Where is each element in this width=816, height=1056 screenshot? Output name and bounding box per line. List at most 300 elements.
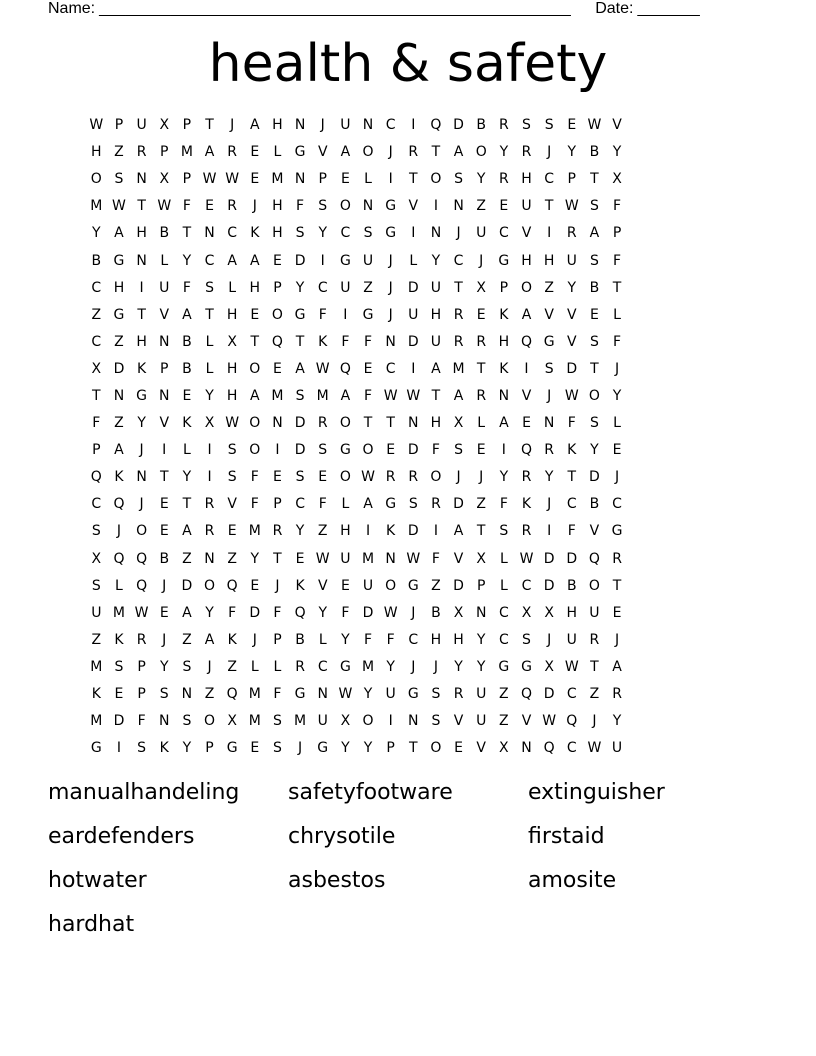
grid-letter: J (139, 496, 144, 513)
grid-letter: T (250, 333, 260, 350)
grid-letter: W (202, 171, 217, 188)
grid-letter: W (225, 415, 240, 432)
grid-letter: J (230, 117, 235, 134)
grid-letter: R (476, 387, 487, 404)
grid-letter: X (91, 360, 102, 377)
grid-letter: A (114, 442, 124, 459)
grid-letter: E (159, 604, 169, 621)
grid-letter: A (204, 144, 215, 161)
grid-letter: R (272, 523, 283, 540)
grid-letter: N (136, 469, 147, 486)
grid-letter: P (137, 658, 146, 675)
grid-letter: I (139, 279, 144, 296)
grid-row (85, 464, 628, 491)
grid-letter: Y (363, 740, 373, 757)
grid-letter: G (339, 442, 351, 459)
grid-letter: T (205, 117, 214, 134)
grid-letter: R (408, 144, 419, 161)
grid-letter: S (454, 171, 464, 188)
grid-letter: P (386, 740, 395, 757)
grid-letter: C (227, 225, 238, 242)
grid-letter: Q (136, 577, 148, 594)
grid-letter: A (431, 360, 441, 377)
grid-letter: K (182, 415, 192, 432)
grid-letter: E (318, 469, 328, 486)
grid-letter: L (273, 144, 282, 161)
grid-row (85, 437, 628, 464)
grid-letter: Y (476, 171, 486, 188)
grid-letter: S (318, 198, 328, 215)
grid-letter: Z (204, 686, 215, 703)
grid-letter: Y (544, 469, 554, 486)
grid-letter: Q (271, 333, 283, 350)
grid-letter: Q (113, 496, 125, 513)
grid-letter: J (388, 306, 393, 323)
grid-row (85, 600, 628, 627)
grid-letter: S (273, 740, 282, 757)
grid-letter: J (388, 279, 393, 296)
grid-letter: S (182, 658, 192, 675)
grid-letter: O (204, 577, 216, 594)
grid-letter: G (385, 225, 397, 242)
grid-letter: T (590, 658, 599, 675)
grid-letter: B (431, 604, 441, 621)
grid-letter: T (182, 225, 192, 242)
grid-letter: H (272, 225, 283, 242)
grid-letter: Z (544, 279, 554, 296)
grid-letter: R (204, 523, 215, 540)
grid-letter: A (295, 360, 305, 377)
grid-letter: I (162, 442, 167, 459)
grid-letter: Z (431, 577, 441, 594)
grid-letter: B (159, 225, 170, 242)
grid-letter: O (249, 415, 261, 432)
grid-letter: X (227, 333, 237, 350)
grid-row (85, 518, 628, 545)
grid-letter: V (566, 306, 577, 323)
grid-letter: D (543, 686, 555, 703)
name-blank: _____________________________________________________ (99, 0, 571, 17)
grid-letter: O (249, 360, 261, 377)
grid-letter: X (476, 279, 486, 296)
grid-letter: H (543, 252, 555, 269)
grid-row (85, 627, 628, 654)
date-label: Date: (595, 0, 634, 17)
grid-letter: C (498, 604, 509, 621)
grid-letter: H (430, 415, 442, 432)
grid-letter: S (499, 523, 509, 540)
grid-letter: F (613, 252, 622, 269)
word-list-item: asbestos (288, 868, 386, 893)
grid-letter: Y (182, 469, 192, 486)
grid-letter: R (521, 144, 532, 161)
grid-letter: P (499, 279, 509, 296)
grid-letter: Q (430, 117, 442, 134)
grid-letter: S (589, 252, 599, 269)
grid-letter: S (589, 333, 599, 350)
grid-letter: W (134, 604, 149, 621)
grid-letter: G (226, 740, 238, 757)
grid-letter: U (159, 279, 170, 296)
grid-letter: M (361, 658, 375, 675)
grid-letter: V (317, 144, 328, 161)
grid-letter: T (409, 740, 418, 757)
grid-letter: T (273, 550, 282, 567)
grid-letter: S (431, 713, 441, 730)
grid-letter: P (476, 577, 486, 594)
grid-letter: D (249, 604, 261, 621)
grid-letter: Y (295, 523, 305, 540)
grid-letter: E (612, 604, 622, 621)
grid-letter: T (476, 523, 486, 540)
grid-letter: A (453, 387, 464, 404)
grid-letter: M (248, 523, 261, 540)
word-list-item: manualhandeling (48, 780, 240, 805)
grid-letter: J (320, 117, 325, 134)
grid-letter: E (363, 360, 373, 377)
grid-letter: F (228, 604, 237, 621)
grid-row (85, 491, 628, 518)
grid-letter: T (386, 415, 395, 432)
grid-letter: L (205, 333, 214, 350)
grid-letter: F (250, 496, 259, 513)
grid-letter: S (227, 469, 237, 486)
grid-letter: R (498, 117, 509, 134)
grid-letter: J (547, 496, 552, 513)
grid-letter: K (499, 306, 509, 323)
grid-letter: H (340, 523, 351, 540)
grid-letter: R (204, 496, 215, 513)
grid-letter: V (453, 713, 464, 730)
grid-letter: N (294, 171, 306, 188)
grid-letter: M (180, 144, 193, 161)
grid-letter: W (587, 117, 602, 134)
grid-letter: Y (454, 658, 463, 675)
grid-letter: U (430, 279, 442, 296)
grid-letter: D (113, 360, 125, 377)
grid-letter: L (613, 415, 621, 432)
grid-letter: C (204, 252, 215, 269)
grid-letter: B (589, 279, 600, 296)
grid-letter: T (363, 415, 373, 432)
grid-letter: O (362, 144, 374, 161)
grid-letter: D (113, 713, 125, 730)
grid-letter: O (430, 171, 442, 188)
grid-letter: S (159, 686, 169, 703)
grid-letter: S (182, 713, 192, 730)
grid-letter: E (499, 198, 509, 215)
grid-letter: Z (91, 306, 102, 323)
grid-letter: O (588, 577, 600, 594)
grid-letter: R (408, 469, 419, 486)
grid-letter: C (340, 225, 351, 242)
grid-letter: D (453, 117, 464, 134)
grid-letter: U (340, 117, 351, 134)
grid-letter: G (136, 387, 148, 404)
grid-letter: U (136, 117, 147, 134)
grid-letter: Y (499, 469, 509, 486)
page-title: health & safety (208, 34, 608, 94)
word-list-item: chrysotile (288, 824, 396, 849)
grid-letter: E (454, 740, 463, 757)
grid-letter: J (433, 658, 438, 675)
grid-letter: J (547, 387, 552, 404)
grid-letter: C (385, 360, 396, 377)
grid-letter: K (567, 442, 577, 459)
grid-letter: O (339, 469, 351, 486)
grid-letter: P (273, 279, 282, 296)
grid-letter: A (363, 496, 373, 513)
grid-letter: T (295, 333, 305, 350)
grid-letter: G (294, 144, 306, 161)
grid-letter: I (275, 442, 280, 459)
grid-letter: C (408, 631, 419, 648)
grid-letter: W (112, 198, 126, 215)
grid-letter: I (320, 252, 325, 269)
grid-letter: Q (226, 686, 238, 703)
grid-letter: U (385, 686, 396, 703)
grid-letter: F (318, 496, 327, 513)
grid-letter: S (114, 171, 124, 188)
grid-letter: R (295, 658, 305, 675)
grid-letter: C (566, 686, 577, 703)
grid-letter: Y (205, 387, 214, 404)
grid-letter: N (453, 198, 464, 215)
grid-letter: C (498, 225, 509, 242)
grid-letter: H (113, 279, 125, 296)
grid-letter: F (363, 631, 373, 648)
grid-letter: F (296, 198, 305, 215)
grid-letter: J (614, 469, 620, 486)
grid-letter: L (205, 360, 214, 377)
grid-letter: G (543, 333, 555, 350)
grid-letter: C (566, 740, 577, 757)
grid-letter: J (547, 144, 552, 161)
grid-letter: G (294, 306, 306, 323)
grid-letter: H (272, 117, 283, 134)
grid-letter: H (249, 279, 261, 296)
grid-letter: X (340, 713, 351, 730)
grid-letter: E (250, 577, 260, 594)
grid-letter: F (431, 442, 440, 459)
grid-letter: E (159, 523, 169, 540)
grid-letter: Z (182, 631, 192, 648)
grid-letter: D (566, 550, 578, 567)
grid-letter: H (453, 631, 464, 648)
grid-letter: K (227, 631, 237, 648)
grid-letter: T (590, 360, 599, 377)
grid-letter: E (386, 442, 396, 459)
grid-letter: M (112, 604, 125, 621)
grid-letter: J (411, 604, 416, 621)
grid-letter: U (340, 550, 351, 567)
grid-letter: E (340, 171, 350, 188)
grid-letter: T (409, 171, 418, 188)
grid-letter: R (544, 442, 554, 459)
grid-letter: A (453, 523, 464, 540)
grid-letter: F (92, 415, 101, 432)
grid-letter: F (567, 523, 576, 540)
grid-letter: S (295, 469, 305, 486)
grid-letter: N (385, 333, 396, 350)
grid-letter: J (479, 469, 484, 486)
grid-letter: V (408, 198, 419, 215)
grid-letter: E (295, 550, 305, 567)
grid-letter: J (298, 740, 303, 757)
grid-letter: R (566, 225, 577, 242)
grid-letter: N (498, 387, 510, 404)
grid-letter: P (273, 631, 282, 648)
grid-letter: E (273, 469, 282, 486)
grid-letter: S (295, 387, 305, 404)
grid-letter: Z (363, 279, 373, 296)
grid-letter: T (431, 387, 441, 404)
grid-letter: W (406, 550, 421, 567)
grid-letter: K (295, 577, 305, 594)
grid-letter: S (363, 225, 373, 242)
grid-letter: H (91, 144, 102, 161)
grid-letter: J (456, 469, 461, 486)
grid-letter: K (114, 631, 124, 648)
grid-letter: X (476, 550, 486, 567)
grid-letter: Q (90, 469, 102, 486)
grid-letter: E (340, 577, 350, 594)
grid-letter: E (250, 144, 260, 161)
grid-letter: R (476, 333, 487, 350)
grid-letter: W (542, 713, 557, 730)
grid-letter: E (182, 387, 192, 404)
grid-letter: C (612, 496, 622, 513)
grid-letter: T (431, 144, 441, 161)
grid-letter: N (204, 225, 215, 242)
word-list-item: firstaid (528, 824, 605, 849)
grid-letter: W (587, 740, 602, 757)
grid-letter: Y (612, 387, 622, 404)
grid-letter: Q (588, 550, 600, 567)
grid-letter: U (589, 604, 600, 621)
grid-letter: M (90, 713, 103, 730)
grid-letter: J (388, 144, 393, 161)
grid-letter: F (318, 306, 327, 323)
grid-letter: M (90, 658, 103, 675)
grid-letter: G (385, 198, 397, 215)
grid-letter: G (90, 740, 102, 757)
grid-letter: E (612, 442, 622, 459)
grid-letter: F (386, 631, 395, 648)
grid-letter: R (521, 469, 532, 486)
grid-letter: P (612, 225, 622, 242)
grid-letter: D (362, 604, 374, 621)
grid-letter: E (476, 442, 486, 459)
grid-letter: T (137, 306, 146, 323)
grid-letter: V (566, 333, 577, 350)
grid-letter: G (294, 686, 306, 703)
grid-letter: R (498, 171, 509, 188)
grid-letter: J (162, 577, 167, 594)
grid-letter: O (362, 713, 374, 730)
grid-letter: P (160, 144, 169, 161)
grid-letter: N (294, 117, 306, 134)
grid-letter: Y (363, 686, 373, 703)
word-list-item: safetyfootware (288, 780, 453, 805)
grid-letter: G (521, 658, 532, 675)
grid-letter: E (205, 198, 214, 215)
word-list-item: hotwater (48, 868, 147, 893)
grid-letter: G (498, 252, 510, 269)
grid-letter: R (317, 415, 328, 432)
grid-letter: E (522, 415, 531, 432)
grid-letter: H (566, 604, 578, 621)
grid-letter: J (411, 658, 416, 675)
grid-letter: Q (520, 442, 532, 459)
grid-letter: L (250, 658, 259, 675)
grid-letter: E (567, 117, 577, 134)
grid-letter: U (521, 198, 532, 215)
grid-letter: W (383, 387, 398, 404)
grid-letter: D (407, 333, 419, 350)
grid-letter: X (612, 171, 622, 188)
grid-letter: T (182, 496, 192, 513)
grid-letter: J (547, 631, 552, 648)
grid-letter: H (136, 225, 147, 242)
grid-letter: J (614, 360, 620, 377)
grid-letter: N (272, 415, 283, 432)
grid-letter: J (116, 523, 122, 540)
grid-letter: D (407, 279, 419, 296)
grid-letter: Y (612, 713, 622, 730)
grid-letter: C (498, 631, 509, 648)
grid-letter: D (453, 496, 464, 513)
grid-letter: L (318, 631, 327, 648)
grid-letter: U (476, 686, 487, 703)
grid-row (85, 356, 628, 383)
grid-letter: Y (341, 740, 350, 757)
grid-letter: Y (431, 252, 441, 269)
grid-letter: E (250, 171, 260, 188)
grid-letter: R (227, 144, 238, 161)
grid-letter: P (273, 496, 282, 513)
grid-letter: V (453, 550, 464, 567)
header-line (48, 0, 704, 18)
grid-letter: U (476, 713, 487, 730)
grid-row (85, 735, 628, 762)
grid-letter: V (544, 306, 554, 323)
grid-letter: Q (226, 577, 238, 594)
grid-letter: P (318, 171, 327, 188)
grid-letter: I (433, 198, 438, 215)
grid-letter: N (113, 387, 125, 404)
grid-letter: S (295, 225, 305, 242)
grid-letter: T (205, 306, 214, 323)
grid-letter: J (388, 252, 393, 269)
grid-letter: E (589, 306, 599, 323)
grid-letter: S (454, 442, 464, 459)
grid-letter: W (225, 171, 240, 188)
grid-letter: E (227, 523, 237, 540)
grid-letter: B (91, 252, 102, 269)
grid-letter: H (136, 333, 147, 350)
grid-letter: H (226, 387, 238, 404)
name-label: Name: (48, 0, 96, 17)
grid-letter: R (431, 496, 441, 513)
grid-letter: N (159, 333, 170, 350)
grid-letter: J (252, 631, 257, 648)
grid-row (85, 139, 628, 166)
grid-letter: S (431, 686, 441, 703)
grid-letter: I (547, 225, 552, 242)
grid-letter: X (204, 415, 215, 432)
grid-row (85, 166, 628, 193)
